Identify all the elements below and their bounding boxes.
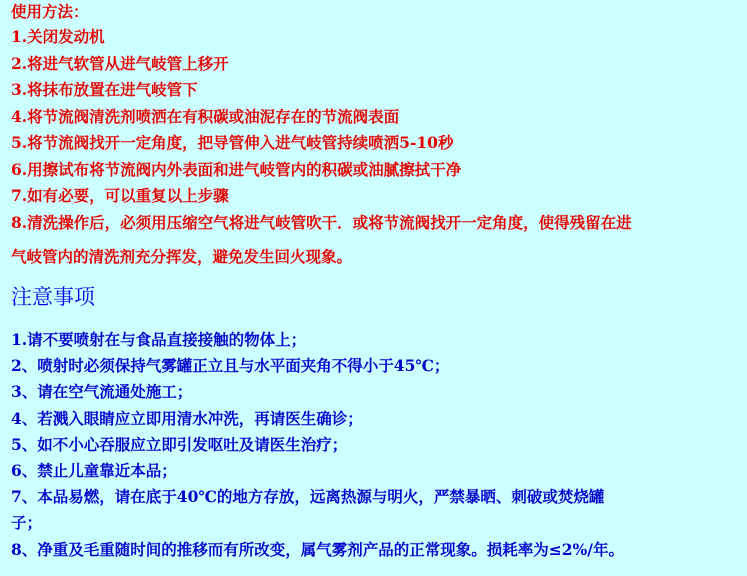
note-item-4: 4、若溅入眼睛应立即用清水冲洗，再请医生确诊； [11, 408, 363, 428]
usage-step-7: 7.如有必要，可以重复以上步骤 [11, 186, 229, 205]
usage-step-4: 4.将节流阀清洗剂喷洒在有积碳或油泥存在的节流阀表面 [11, 106, 400, 126]
note-item-8: 8、净重及毛重随时间的推移而有所改变，属气雾剂产品的正常现象。损耗率为≤2%/年。 [11, 539, 624, 559]
usage-step-8: 8.清洗操作后，必须用压缩空气将进气岐管吹干．或将节流阀找开一定角度，使得残留在进 [11, 212, 632, 232]
notes-heading: 注意事项 [11, 285, 95, 309]
note-item-7: 7、本品易燃，请在底于40℃的地方存放，远离热源与明火，严禁暴晒、刺破或焚烧罐 [11, 487, 605, 507]
note-item-2: 2、喷射时必须保持气雾罐正立且与水平面夹角不得小于45℃； [11, 356, 450, 376]
usage-section [11, 0, 745, 271]
note-item-6: 6、禁止儿童靠近本品； [11, 460, 177, 480]
note-item-1: 1.请不要喷射在与食品直接接触的物体上； [11, 330, 307, 349]
usage-step-3: 3.将抹布放置在进气岐管下 [11, 80, 198, 99]
usage-heading: 使用方法： [11, 2, 89, 21]
note-item-3: 3、请在空气流通处施工； [11, 382, 193, 402]
usage-step-1: 1.关闭发动机 [11, 27, 105, 46]
notes-section [11, 327, 745, 563]
usage-step-5: 5.将节流阀找开一定角度，把导管伸入进气岐管持续喷洒5-10秒 [11, 133, 454, 152]
usage-step-8-continuation: 气岐管内的清洗剂充分挥发，避免发生回火现象。 [11, 247, 353, 266]
usage-step-6: 6.用擦试布将节流阀内外表面和进气岐管内的积碳或油腻擦拭干净 [11, 159, 462, 179]
note-item-7-continuation: 子； [11, 513, 43, 533]
usage-step-2: 2.将进气软管从进气岐管上移开 [11, 53, 229, 73]
note-item-5: 5、如不小心吞服应立即引发呕吐及请医生治疗； [11, 434, 348, 454]
